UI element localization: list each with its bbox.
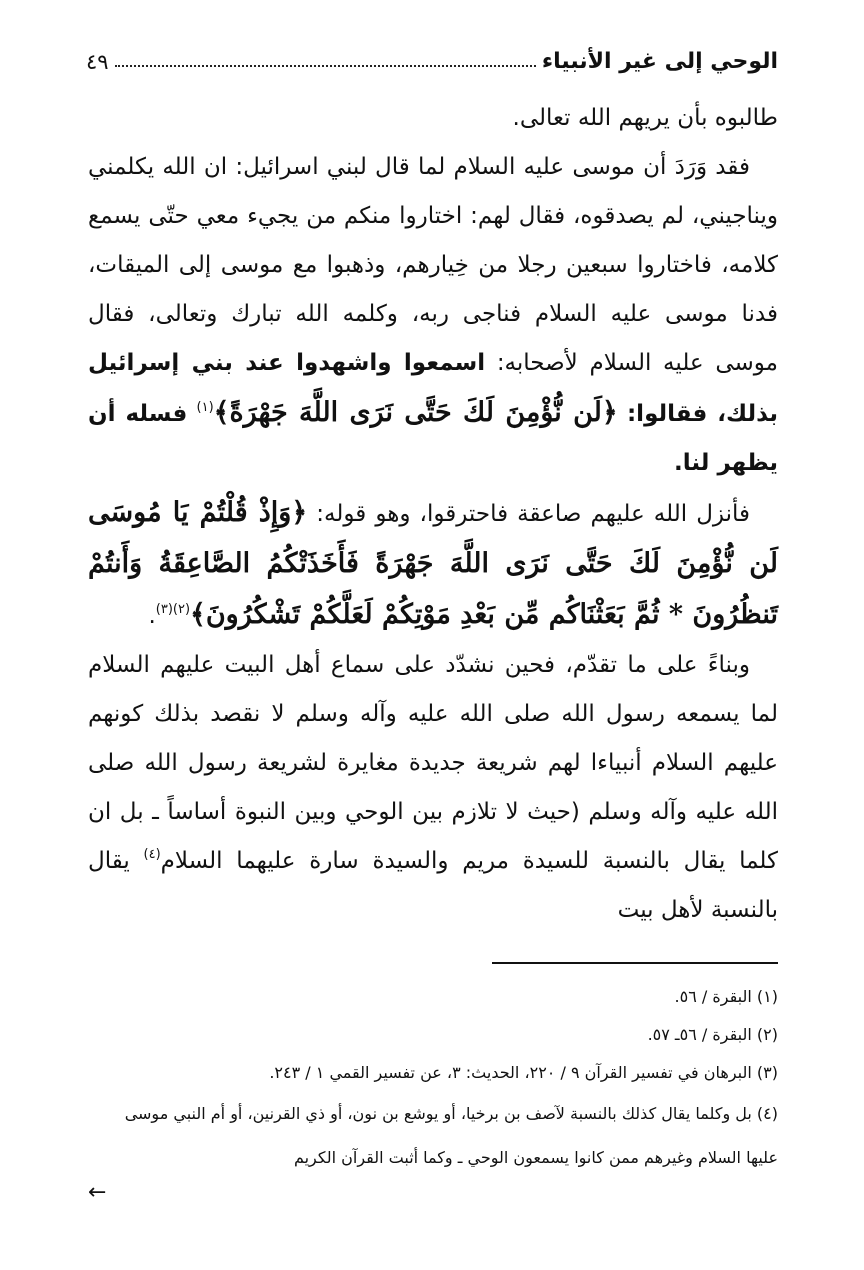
continue-arrow-icon: ← bbox=[88, 1180, 107, 1205]
main-text bbox=[88, 94, 778, 935]
paragraph-2-text: فقد وَرَدَ أن موسى عليه السلام لما قال لبني اسرائيل: ان الله يكلمني ويناجيني، لم يصدقوه، فقال لهم: اختاروا منكم من يجيء معي حتّى يسمع كلامه، فاختاروا سبعين رجلا من خِيارهم، وذهبوا مع موسى إلى الميقات، فدنا موسى عليه السلام فناجى ربه، وكلمه الله تبارك وتعالى، فقال موسى عليه السلام لأصحابه: bbox=[88, 154, 778, 376]
paragraph-3-end: . bbox=[148, 603, 156, 629]
footnotes bbox=[88, 978, 778, 1206]
page-number: ٤٩ bbox=[86, 50, 109, 74]
footnote-separator bbox=[492, 962, 778, 964]
footnote-3: (٣) البرهان في تفسير القرآن ٩ / ٢٢٠، الحديث: ٣، عن تفسير القمي ١ / ٢٤٣. bbox=[269, 1063, 778, 1082]
paragraph-2-bold-ending: فسله أن يظهر لنا. bbox=[88, 401, 778, 476]
footnote-ref-4: (٤) bbox=[143, 847, 161, 862]
footnote-4: (٤) بل وكلما يقال كذلك بالنسبة لآصف بن برخيا، أو يوشع بن نون، أو ذي القرنين، أو أم النبي موسى عليها السلام وغيرهم ممن كانوا يسمعون الوحي ـ وكما أثبت القرآن الكريم bbox=[124, 1104, 778, 1167]
header-title: الوحي إلى غير الأنبياء bbox=[541, 49, 778, 74]
footnote-ref-1: (١) bbox=[196, 400, 214, 415]
paragraph-4-ending: يقال بالنسبة لأهل بيت bbox=[88, 848, 778, 923]
quran-verse-1: ﴿لَن نُّؤْمِنَ لَكَ حَتَّى نَرَى اللَّهَ جَهْرَةً﴾ bbox=[213, 397, 618, 428]
paragraph-3-text: فأنزل الله عليهم صاعقة فاحترقوا، وهو قوله: bbox=[316, 501, 750, 527]
header-dot-leader bbox=[115, 65, 536, 67]
paragraph-1-text: طالبوه بأن يريهم الله تعالى. bbox=[512, 105, 778, 131]
paragraph-2 bbox=[88, 143, 778, 488]
footnote-ref-2-3: (٢)(٣) bbox=[155, 602, 191, 617]
paragraph-2-bold-text: اسمعوا واشهدوا عند بني إسرائيل بذلك، فقالوا: bbox=[88, 350, 779, 427]
paragraph-3 bbox=[88, 488, 778, 641]
quran-verse-2: ﴿وَإِذْ قُلْتُمْ يَا مُوسَى لَن نُّؤْمِنَ لَكَ حَتَّى نَرَى اللَّهَ جَهْرَةً فَأَخَذَتْكُمُ الصَّاعِقَةُ وَأَنتُمْ تَنظُرُونَ * ثُمَّ بَعَثْنَاكُم مِّن بَعْدِ مَوْتِكُمْ لَعَلَّكُمْ تَشْكُرُونَ﴾ bbox=[88, 497, 778, 630]
paragraph-4-text: وبناءً على ما تقدّم، فحين نشدّد على سماع أهل البيت عليهم السلام لما يسمعه رسول الله صلى الله عليه وآله وسلم لا نقصد بذلك كونهم عليهم السلام أنبياءا لهم شريعة جديدة مغايرة لشريعة رسول الله صلى الله عليه وآله وسلم (حيث لا تلازم بين الوحي وبين النبوة أساساً ـ بل ان كلما يقال بالنسبة للسيدة مريم والسيدة سارة عليهما السلام bbox=[88, 652, 778, 874]
footnote-1: (١) البقرة / ٥٦. bbox=[674, 987, 778, 1006]
footnote-2: (٢) البقرة / ٥٦ـ ٥٧. bbox=[647, 1025, 778, 1044]
paragraph-1 bbox=[88, 94, 778, 143]
paragraph-4 bbox=[88, 641, 778, 935]
running-header bbox=[86, 34, 778, 74]
